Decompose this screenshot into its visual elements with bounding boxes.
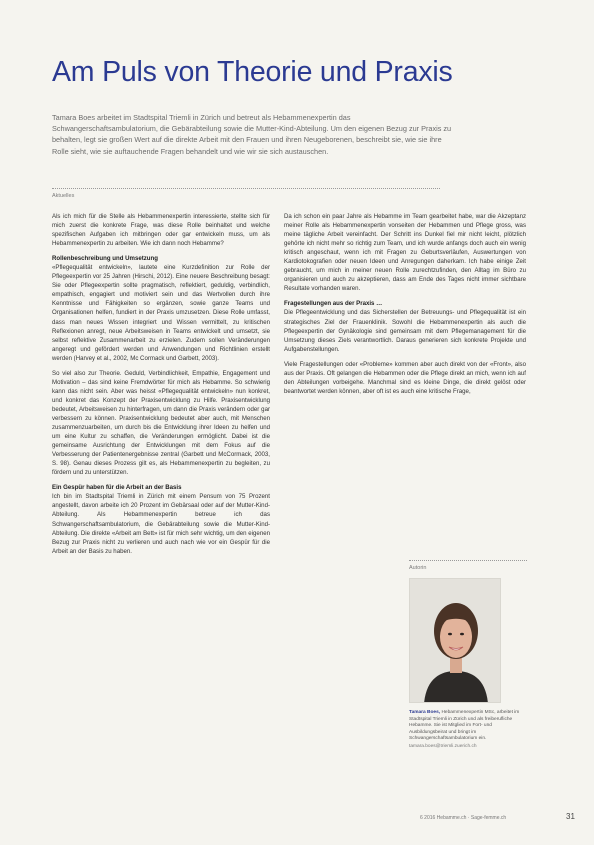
section-heading: Fragestellungen aus der Praxis …	[284, 300, 383, 308]
author-label: Autorin	[409, 565, 427, 571]
right-column	[284, 212, 526, 402]
paragraph: So viel also zur Theorie. Geduld, Verbindlichkeit, Empathie, Engagement und Motivation – das sind keine Fremdwörter für mich als Hebamme. So schwierig kann das nicht sein. Aber was heisst «Pflegequalität entwickeln» nun konkret, und konkret das Konzept der Praxisentwicklung zu Hilfe. Praxisentwicklung bedeutet, Arbeitsweisen zu hinterfragen, um dann die Praxis verändern oder gar verbessern zu können. Praxisentwicklung bedeutet aber auch, mit Menschen zusammenzuarbeiten, um durch bis die Entwicklung ihrer Ideen zu helfen und um eine Kultur zu schaffen, die Veränderungen ermöglicht. Dabei ist die gemeinsame Ausrichtung der Entwicklungen mit dem Fokus auf die Verbesserung der Patientenergebnisse zentral (Garbett und McCormack, 2003, S. 98). Genau dieses Prozess gilt es, als Hebammenexpertin zu begleiten, zu fördern und zu unterstützen.	[52, 369, 270, 477]
author-email: tamara.boes@triemli.zuerich.ch	[409, 743, 477, 749]
author-name: Tamara Boes,	[409, 710, 441, 715]
section-label: Aktuelles	[52, 193, 75, 199]
author-caption	[409, 710, 527, 751]
article-lead: Tamara Boes arbeitet im Stadtspital Triemli in Zürich und betreut als Hebammenexpertin das Schwangerschaftsambulatorium, die Gebärabteilung sowie die Mutter-Kind-Abteilung. Um den eigenen Bezug zur Praxis zu behalten, legt sie großen Wert auf die direkte Arbeit mit den Frauen und ihren Neugeborenen, beschreibt sie, wie sie ihre Rolle sieht, wie sie auftauchende Fragen behandelt und wie wir sie sich austauschen.	[52, 113, 452, 156]
author-portrait-icon	[410, 579, 501, 703]
author-divider	[409, 560, 527, 561]
section-heading: Ein Gespür haben für die Arbeit an der Basis	[52, 484, 182, 492]
paragraph: Die Pflegeentwicklung und das Sicherstellen der Betreuungs- und Pflegequalität ist ein strategisches Ziel der Frauenklinik. Sowohl die Hebammenexpertin als auch die Pflegeexpertin der Gynäkologie sind gemeinsam mit dem Pflegemanagement für die Umsetzung dieses Ziels verantwortlich. Daraus generieren sich konkrete Projekte und Aufgabenstellungen.	[284, 309, 526, 353]
page-footer: 6 2016 Hebamme.ch · Sage-femme.ch	[420, 815, 507, 821]
paragraph: Viele Fragestellungen oder «Probleme» kommen aber auch direkt von der «Front», also aus der Praxis. Oft gelangen die Hebammen oder die Pflege direkt an mich, wenn ich auf den Abteilungen vorbeigehe. Manchmal sind es kleine Dinge, die direkt gelöst oder beantwortet werden können, aber oft ist es auch eine kritische Frage,	[284, 360, 526, 395]
author-photo	[409, 578, 501, 703]
section-heading: Rollenbeschreibung und Umsetzung	[52, 255, 158, 263]
section-divider	[52, 188, 440, 189]
left-column	[52, 212, 270, 562]
paragraph: Da ich schon ein paar Jahre als Hebamme im Team gearbeitet habe, war die Akzeptanz meiner Rolle als Hebammenexpertin vonseiten der Hebammen und Pflege gross, was meine tägliche Arbeit vereinfacht. Der Schritt ins Dunkel fiel mir nicht leicht, plötzlich gehörte ich nicht mehr so richtig zum Team, und ich wurde anfangs doch auch ein wenig kritisch angeschaut, wenn ich mit Fragen zu Geburtsverläufen, Auswertungen von Kardiotokografien oder neuen Ideen und Anregungen daherkam. Ich habe einige Zeit gebraucht, um mich in meiner neuen Rolle zurechtzufinden, den Alltag im Büro zu organisieren und auch zu akzeptieren, dass am Ende des Tages nicht immer sichtbare Resultate vorhanden waren.	[284, 213, 526, 293]
article-title: Am Puls von Theorie und Praxis	[52, 56, 453, 88]
page-number: 31	[566, 812, 575, 821]
paragraph: Als ich mich für die Stelle als Hebammenexpertin interessierte, stellte sich für mich zuerst die konkrete Frage, was diese Rolle beinhaltet und welche spezifischen Aufgaben ich mitbringen oder gar entwickeln muss, um als Hebammenexpertin zu arbeiten. Wie ich dann noch Hebamme?	[52, 213, 270, 248]
author-bio: Hebammenexpertin MSc, arbeitet im Stadtspital Triemli in Zürich und als freiberufliche Hebamme. Sie ist Mitglied im Fort- und Ausbildungsbeirat und bringt im Schwangerschaftsambulatorium ein.	[409, 710, 520, 742]
paragraph: «Pflegequalität entwickeln», lautete eine Kurzdefinition zur Rolle der Pflegeexpertin vor 25 Jahren (Hirschi, 2012). Eine neuere Beschreibung besagt: Sie oder Pflegeexpertin sollte pragmatisch, reflektiert, geduldig, verbindlich, empathisch, engagiert und motiviert sein und das Wertvollen durch ihre Kenntnisse und Fähigkeiten so ergänzen, sowie ganze Teams und Organisationen helfen, fundiert in der Praxis umzusetzen. Diese Rolle umfasst, dass man neues Wissen integriert und Wissen vermittelt, zu kritischen Reflexionen anregt, neue Arbeitsweisen in Teams entwickelt und umsetzt, sie selbst reflektive Zusammenarbeit zu erzielen. Zudem sollen Veränderungen angeregt und gefördert werden und Anwendungen und Richtlinien erstellt werden (Harvey et al., 2002, Mc Cormack und Garbett, 2003).	[52, 264, 270, 362]
paragraph: Ich bin im Stadtspital Triemli in Zürich mit einem Pensum von 75 Prozent angestellt, davon arbeite ich 20 Prozent im Gebärsaal oder auf der Mutter-Kind-Abteilung. Als Hebammenexpertin betreue ich das Schwangerschaftsambulatorium, die Gebärabteilung sowie die Mutter-Kind-Abteilung. Die direkte «Arbeit am Bett» ist für mich sehr wichtig, um den eigenen Bezug zur Praxis nicht zu verlieren und auch nach wie vor ein Gespür für die Arbeit an der Basis zu haben.	[52, 493, 270, 555]
